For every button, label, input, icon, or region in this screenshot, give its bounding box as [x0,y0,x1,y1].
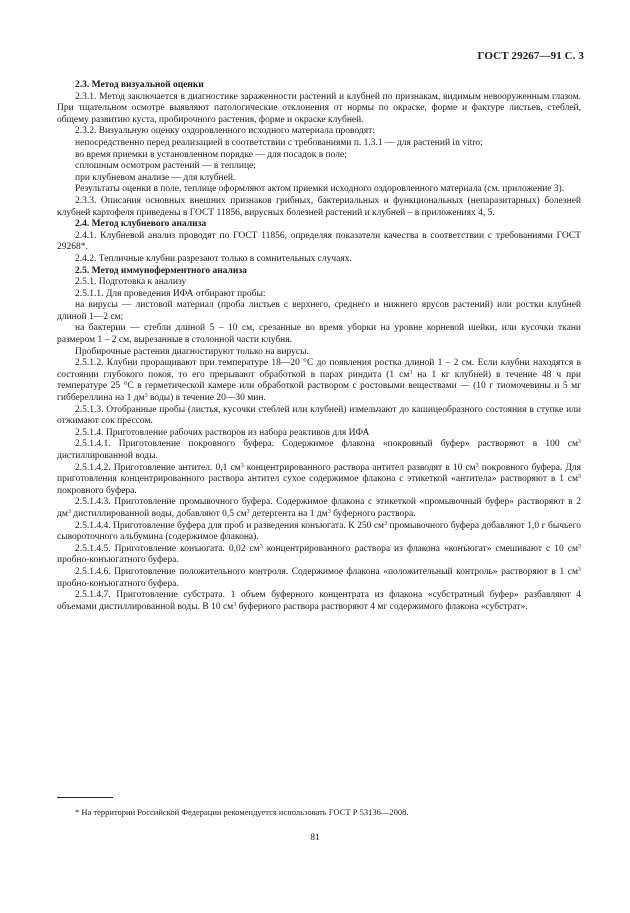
paragraph: 2.5.1.1. Для проведения ИФА отбирают пробы: [75,288,266,299]
paragraph: на бактерии — стебли длиной 5 – 10 см, срезанные во время уборки на уровне корневой шейки, или кусочки ткани размером 1 – 2 см, вырезанные в столонной части клубня. [57,323,581,346]
footnote-divider [57,797,113,798]
paragraph: Пробирочные растения диагностируют только на вирусы. [75,346,309,357]
paragraph: 2.3.1. Метод заключается в диагностике зараженности растений и клубней по признакам, видимым невооруженным глазом. При тщательном осмотре выявляют патологические отклонения от нормы по окраске, форме и фактуре листьев, стеблей, общему развитию куста, пробирочного растения, форме и окраске клубней. [57,91,581,125]
footnote: * На территории Российской Федерации рекомендуется использовать ГОСТ Р 53136—2008. [75,807,409,817]
paragraph: 2.4.2. Тепличные клубни разрезают только в сомнительных случаях. [75,253,352,264]
paragraph: сплошным осмотром растений — в теплице; [75,161,256,172]
paragraph: 2.4.1. Клубневой анализ проводят по ГОСТ 11856, определяя показатели качества в соответствии с требованиями ГОСТ 29268*. [57,230,581,253]
document-body [57,80,581,613]
section-heading: 2.5. Метод иммуноферментного анализа [75,265,247,276]
paragraph: на вирусы — листовой материал (проба листьев с верхнего, среднего и нижнего ярусов растений) или ростки клубней длиной 1—2 см; [57,300,581,322]
page-header: ГОСТ 29267—91 С. 3 [477,50,584,62]
paragraph: 2.5.1.4. Приготовление рабочих растворов из набора реактивов для ИФА [75,427,370,438]
page-number: 81 [310,833,320,843]
paragraph: 2.5.1.4.1. Приготовление покровного буфера. Содержимое флакона «покровный буфер» растворяют в 100 $см^3$ дистиллированной воды. [57,439,581,461]
paragraph: 2.5.1.3. Отобранные пробы (листья, кусочки стеблей или клубней) измельчают до кашицеобразного состояния в ступке или отжимают сок прессом. [57,404,581,427]
section-heading: 2.4. Метод клубневого анализа [75,219,207,230]
paragraph: 2.3.2. Визуальную оценку оздоровленного исходного материала проводят: [75,126,375,137]
section-heading: 2.3. Метод визуальной оценки [75,80,204,90]
paragraph: непосредственно перед реализацией в соответствии с требованиями п. 1.3.1 — для растений in vitro; [75,137,483,148]
paragraph: Результаты оценки в поле, теплице оформляют актом приемки исходного оздоровленного материала (см. приложение 3). [75,184,565,195]
paragraph: 2.5.1.4.6. Приготовление положительного контроля. Содержимое флакона «положительный контроль» растворяют в 1 $см^3$ пробно-конъюгатного буфера. [57,566,581,589]
paragraph: при клубневом анализе — для клубней. [75,172,236,183]
paragraph: 2.5.1.4.7. Приготовление субстрата. 1 объем буферного концентрата из флакона «субстратный буфер» разбавляют 4 объемами дистиллированной воды. В 10 $см^3$ буферного раствора растворяют 4 мг содержимого флакона «субстрат». [57,590,581,612]
paragraph: 2.5.1.4.3. Приготовление промывочного буфера. Содержимое флакона с этикеткой «промывочный буфер» растворяют в 2 $дм^3$ дистиллированной воды, добавляют 0,5 $см^3$ детергента на 1 $дм^3$ буферного раствора. [57,497,581,519]
paragraph: 2.5.1.4.2. Приготовление антител. 0,1 $см^3$ концентрированного раствора антител разводят в 10 $см^3$ покровного буфера. Для приготовления концентрированного раствора антител сухое содержимое флакона с этикеткой «антитела» растворяют в 1 $см^3$ покровного буфера. [57,462,581,496]
paragraph: во время приемки в установленном порядке — для посадок в поле; [75,149,347,160]
paragraph: 2.5.1. Подготовка к анализу [75,277,187,288]
paragraph: 2.5.1.4.5. Приготовление конъюгата. 0,02 $см^3$ концентрированного раствора из флакона «конъюгат» смешивают с 10 $см^3$ пробно-конъюгатного буфера. [57,543,581,566]
paragraph: 2.5.1.2. Клубни проращивают при температуре 18—20 °С до появления ростка длиной 1 – 2 см. Если клубни находятся в состоянии глубокого покоя, то его прерывают обработкой в парах риндита (1 $см^3$ на 1 кг клубней) в течение 48 ч при температуре 25 °С в герметической камере или обработкой раствором с ростовыми веществами — (10 г тиомочевины и 5 мг гиббереллина на 1 $дм^3$ воды) в течение 20—30 мин. [57,358,581,404]
paragraph: 2.5.1.4.4. Приготовление буфера для проб и разведения конъюгата. К 250 $см^3$ промывочного буфера добавляют 1,0 г бычьего сывороточного альбумина (содержимое флакона). [57,520,581,543]
paragraph: 2.3.3. Описания основных внешних признаков грибных, бактериальных и функциональных (непаразитарных) болезней клубней картофеля приведены в ГОСТ 11856, вирусных болезней растений и клубней – в приложениях 4, 5. [57,195,581,218]
